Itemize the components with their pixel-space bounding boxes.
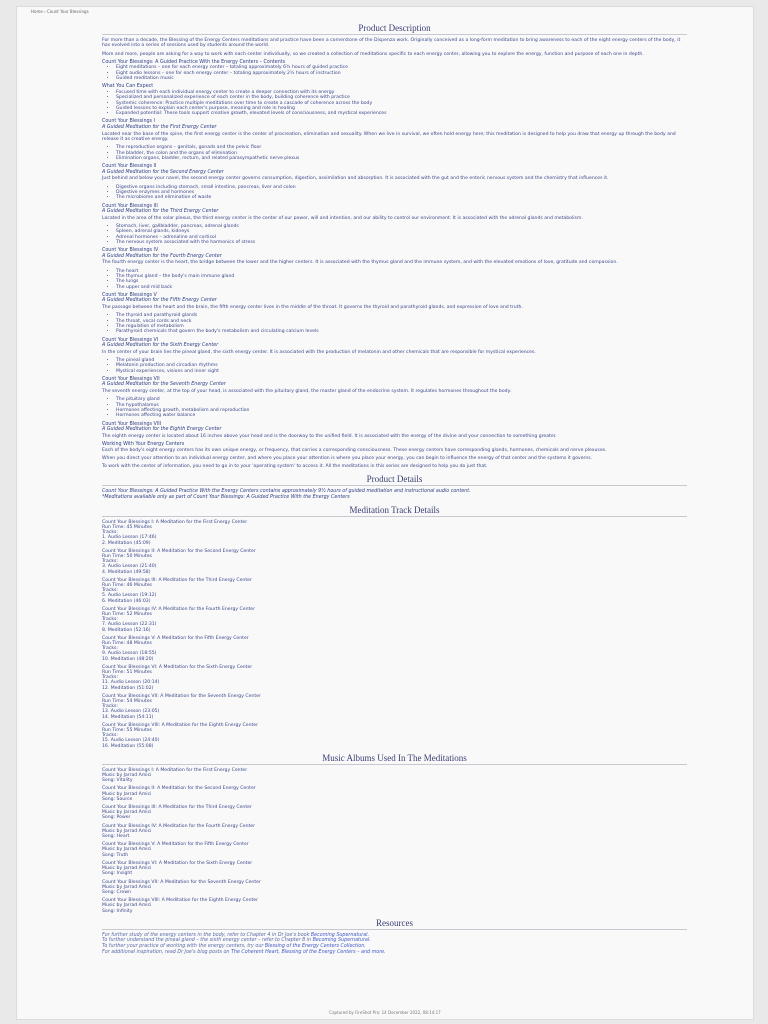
album-line: Music by Jarrad Amici	[102, 810, 152, 816]
list-item: • The nervous system associated with the harmonics of stress	[116, 240, 687, 245]
albums-title: Music Albums Used In The Meditations	[102, 753, 687, 765]
center-subtitle: A Guided Meditation for the Eighth Energy Center	[102, 427, 222, 433]
album-line: Count Your Blessings V: A Meditation for the Fifth Energy Center	[102, 842, 249, 848]
track-line: 8. Meditation (52:16)	[102, 627, 151, 633]
album-block	[102, 786, 687, 802]
album-block	[102, 861, 687, 877]
contents-list	[116, 65, 687, 81]
track-block	[102, 607, 687, 633]
track-line: 6. Meditation (46:03)	[102, 598, 151, 604]
details-note: *Meditations available only as part of Count Your Blessings: A Guided Practice With the Energy Centers	[102, 495, 350, 501]
expect-heading: What You Can Expect	[102, 84, 154, 90]
track-line: Run Time: 51 Minutes	[102, 670, 152, 675]
capture-footer: Captured by FireShot Pro: 14 December 2022, 08:14:17	[329, 1010, 441, 1015]
track-line: 2. Meditation (45:09)	[102, 540, 151, 546]
center-subtitle: A Guided Meditation for the Third Energy Center	[102, 209, 219, 215]
track-line: 11. Audio Lesson (20:14)	[102, 680, 160, 686]
center-subtitle: A Guided Meditation for the Second Energy Center	[102, 169, 224, 175]
track-line: Count Your Blessings VII: A Meditation for the Seventh Energy Center	[102, 693, 261, 699]
track-block	[102, 694, 687, 720]
track-line: 5. Audio Lesson (19:12)	[102, 593, 157, 599]
album-line: Music by Jarrad Amici	[102, 847, 152, 853]
list-item: • Expanded potential: These tools support creative growth, elevated levels of consciousness, and mystical experiences	[116, 111, 687, 116]
track-block	[102, 665, 687, 691]
center-title: Count Your Blessings V	[102, 292, 157, 298]
list-item: • The throat, vocal cords and neck	[116, 319, 687, 324]
working-paragraph: Each of the body's eight energy centers has its own unique energy, or frequency, that carries a corresponding consciousness. These energy centers have corresponding glands, hormones, chemicals and nerve plexuses.	[102, 447, 607, 453]
details-body	[102, 489, 687, 501]
center-title: Count Your Blessings VIII	[102, 421, 162, 427]
list-item: • Systemic coherence: Practice multiple meditations over time to create a cascade of coherence across the body	[116, 101, 687, 106]
center-subtitle: A Guided Meditation for the Seventh Energy Center	[102, 382, 226, 388]
track-line: Tracks:	[102, 704, 118, 710]
product-content	[102, 19, 687, 955]
center-text: Located near the base of the spine, the first energy center is the center of procreation, elimination and sexuality. When we live in survival, we often hold energy here; this meditation is designed to help you draw that energy up through the body and release it as creative energy.	[102, 131, 676, 142]
album-line: Count Your Blessings I: A Meditation for the First Energy Center	[102, 767, 248, 773]
album-line: Song: Insight	[102, 871, 133, 877]
breadcrumb-home[interactable]: Home	[31, 9, 43, 14]
breadcrumb: Home › Count Your Blessings	[31, 9, 89, 14]
center-list	[116, 145, 687, 161]
center-text: The eighth energy center is located about 16 inches above your head and is the doorway to the unified field. It is associated with the energy of the divine and your connection to something greater.	[102, 433, 557, 439]
list-item: • The regulation of metabolism	[116, 324, 687, 329]
resource-link[interactable]: The Coherent Heart, Blessing of the Energy Centers – and more.	[230, 949, 386, 955]
track-line: Count Your Blessings I: A Meditation for the First Energy Center	[102, 519, 248, 525]
center-title: Count Your Blessings VII	[102, 376, 160, 382]
list-item: • The reproductive organs – genitals, gonads and the pelvic floor	[116, 145, 687, 150]
track-line: Count Your Blessings II: A Meditation for the Second Energy Center	[102, 548, 256, 554]
track-line: Tracks:	[102, 588, 118, 594]
album-line: Music by Jarrad Amici	[102, 828, 152, 834]
intro-paragraph: For more than a decade, the Blessing of the Energy Centers meditations and practice have been a cornerstone of the Dispenza work. Originally conceived as a long-form meditation to bring awareness to each of the eight energy centers of the body, it has evolved into a series of sessions used by students around the world.	[102, 38, 681, 49]
album-line: Music by Jarrad Amici	[102, 903, 152, 909]
album-line: Count Your Blessings VI: A Meditation for the Sixth Energy Center	[102, 860, 253, 866]
page	[16, 6, 754, 1020]
list-item: • The hypothalamus	[116, 403, 687, 408]
track-block	[102, 578, 687, 604]
album-line: Song: Source	[102, 796, 133, 802]
track-line: Count Your Blessings V: A Meditation for the Fifth Energy Center	[102, 635, 249, 641]
album-block	[102, 880, 687, 896]
description-body	[102, 38, 687, 470]
list-item: • Specialized and personalized experience of each center in the body, building coherence with practice	[116, 95, 687, 100]
track-block	[102, 636, 687, 662]
list-item: • Hormones affecting water balance	[116, 413, 687, 418]
list-item: • Guided lessons to explain each center's purpose, meaning and role in healing	[116, 106, 687, 111]
album-line: Music by Jarrad Amici	[102, 866, 152, 872]
list-item: • The microbiome and elimination of waste	[116, 195, 687, 200]
album-block	[102, 805, 687, 821]
album-line: Song: Heart	[102, 834, 130, 840]
track-line: 14. Meditation (54:11)	[102, 714, 154, 720]
center-list	[116, 358, 687, 374]
album-line: Song: Infinity	[102, 908, 133, 914]
center-subtitle: A Guided Meditation for the Fifth Energy Center	[102, 298, 217, 304]
track-line: 1. Audio Lesson (17:46)	[102, 535, 157, 541]
center-text: Located in the area of the solar plexus, the third energy center is the center of our power, will and intention, and our ability to control our environment. It is associated with the adrenal glands and metabolism.	[102, 215, 583, 221]
list-item: • Focused time with each individual energy center to create a deeper connection with its energy	[116, 90, 687, 95]
list-item: • Eight audio lessons – one for each energy center – totaling approximately 2¾ hours of instruction	[116, 71, 687, 76]
list-item: • Stomach, liver, gallbladder, pancreas, adrenal glands	[116, 224, 687, 229]
list-item: • Melatonin production and circadian rhythms	[116, 363, 687, 368]
resource-item: To further your practice of working with the energy centers, try our Blessing of the Energy Centers Collection.	[102, 943, 366, 949]
resource-link[interactable]: Becoming Supernatural.	[310, 932, 370, 938]
list-item: • Adrenal hormones – adrenaline and cortisol	[116, 235, 687, 240]
track-line: 15. Audio Lesson (24:40)	[102, 738, 160, 744]
center-list	[116, 397, 687, 418]
track-line: 4. Meditation (49:58)	[102, 569, 151, 575]
track-line: Count Your Blessings VI: A Meditation for the Sixth Energy Center	[102, 664, 253, 670]
list-item: • Digestive organs including stomach, small intestine, pancreas, liver and colon	[116, 185, 687, 190]
center-title: Count Your Blessings VI	[102, 337, 159, 343]
track-list	[102, 520, 687, 749]
list-item: • Spleen, adrenal glands, kidneys	[116, 229, 687, 234]
center-title: Count Your Blessings IV	[102, 248, 159, 254]
track-block	[102, 723, 687, 749]
track-line: Tracks:	[102, 530, 118, 536]
album-block	[102, 824, 687, 840]
intro-paragraph: More and more, people are asking for a way to work with each center individually, so we created a collection of meditations specific to each energy center, allowing you to explore the energy, function and purpose of each one in depth.	[102, 51, 644, 57]
resources-title: Resources	[102, 918, 687, 930]
list-item: • The thyroid and parathyroid glands	[116, 313, 687, 318]
resource-link[interactable]: Becoming Supernatural.	[312, 938, 371, 944]
track-line: Tracks:	[102, 675, 118, 681]
track-line: Count Your Blessings IV: A Meditation for the Fourth Energy Center	[102, 606, 255, 612]
list-item: • The bladder, the colon and the organs of elimination	[116, 151, 687, 156]
list-item: • Guided meditation music	[116, 76, 687, 81]
album-line: Count Your Blessings II: A Meditation for the Second Energy Center	[102, 786, 256, 792]
center-text: In the center of your brain lies the pineal gland, the sixth energy center. It is associated with the production of melatonin and other chemicals that are responsible for mystical experiences.	[102, 349, 536, 355]
center-subtitle: A Guided Meditation for the First Energy Center	[102, 125, 217, 131]
track-line: Tracks:	[102, 617, 118, 623]
list-item: • Hormones affecting growth, metabolism and reproduction	[116, 408, 687, 413]
album-list	[102, 768, 687, 914]
track-line: Count Your Blessings VIII: A Meditation for the Eighth Energy Center	[102, 722, 259, 728]
track-line: 16. Meditation (55:08)	[102, 743, 154, 749]
album-line: Song: Truth	[102, 852, 129, 858]
album-block	[102, 898, 687, 914]
list-item: • The pituitary gland	[116, 397, 687, 402]
details-summary: Count Your Blessings: A Guided Practice With the Energy Centers contains approximately 9½ hours of guided meditation and instructional audio content.	[102, 488, 471, 494]
track-line: 9. Audio Lesson (18:55)	[102, 651, 157, 657]
list-item: • Mystical experiences, visions and inner sight	[116, 369, 687, 374]
album-line: Song: Power	[102, 815, 131, 821]
track-line: 10. Meditation (48:20)	[102, 656, 154, 662]
track-line: Run Time: 54 Minutes	[102, 699, 152, 705]
center-text: The fourth energy center is the heart, the bridge between the lower and the higher centers. It is associated with the thymus gland and the immune system, and with the elevated emotions of love, gratitude and compassion.	[102, 260, 618, 266]
album-line: Music by Jarrad Amici	[102, 791, 152, 797]
album-line: Music by Jarrad Amici	[102, 773, 152, 779]
center-list	[116, 224, 687, 245]
album-line: Music by Jarrad Amici	[102, 884, 152, 890]
resources-list	[102, 933, 687, 955]
track-line: Tracks:	[102, 559, 118, 565]
track-block	[102, 549, 687, 575]
track-line: 13. Audio Lesson (23:05)	[102, 709, 160, 715]
center-title: Count Your Blessings III	[102, 203, 158, 209]
track-line: Count Your Blessings III: A Meditation for the Third Energy Center	[102, 577, 252, 583]
track-line: Run Time: 55 Minutes	[102, 728, 152, 734]
center-title: Count Your Blessings II	[102, 164, 157, 170]
track-line: 7. Audio Lesson (22:31)	[102, 622, 157, 628]
working-heading: Working With Your Energy Centers	[102, 442, 185, 448]
album-block	[102, 768, 687, 784]
album-block	[102, 842, 687, 858]
center-list	[116, 269, 687, 290]
list-item: • Digestive enzymes and hormones	[116, 190, 687, 195]
list-item: • The heart	[116, 269, 687, 274]
album-line: Count Your Blessings IV: A Meditation for the Fourth Energy Center	[102, 823, 255, 829]
track-line: 3. Audio Lesson (21:40)	[102, 564, 157, 570]
track-block	[102, 520, 687, 546]
list-item: • The upper and mid back	[116, 285, 687, 290]
expect-list	[116, 90, 687, 116]
breadcrumb-current: Count Your Blessings	[46, 9, 89, 14]
album-line: Song: Vitality	[102, 778, 133, 784]
track-line: Run Time: 45 Minutes	[102, 524, 152, 530]
center-title: Count Your Blessings I	[102, 119, 155, 125]
center-subtitle: A Guided Meditation for the Sixth Energy Center	[102, 343, 219, 349]
list-item: • The lungs	[116, 279, 687, 284]
track-line: Tracks:	[102, 646, 118, 652]
track-line: Run Time: 48 Minutes	[102, 640, 152, 646]
working-paragraph: When you direct your attention to an individual energy center, and where you place your attention is where you place your energy, you can begin to influence the energy of that center and the systems it governs.	[102, 455, 593, 461]
list-item: • The thymus gland – the body's main immune gland	[116, 274, 687, 279]
track-line: 12. Meditation (51:02)	[102, 685, 154, 691]
working-paragraph: To work with the center of information, you need to go in to your 'operating system' to access it. All the meditations in this series are designed to help you do just that.	[102, 464, 488, 470]
center-list	[116, 313, 687, 334]
product-details-title: Product Details	[102, 474, 687, 486]
center-text: Just behind and below your navel, the second energy center governs consumption, digestion, assimilation and absorption. It is associated with the gut and the enteric nervous system and the chemistry that influences it.	[102, 176, 609, 182]
resource-link[interactable]: Blessing of the Energy Centers Collection.	[264, 943, 366, 949]
resource-item: For additional inspiration, read Dr Joe's blog posts on The Coherent Heart, Blessing of the Energy Centers – and more.	[102, 949, 386, 955]
resource-item: For further study of the energy centers in the body, refer to Chapter 4 in Dr Joe's book Becoming Supernatural.	[102, 932, 370, 938]
album-line: Count Your Blessings III: A Meditation for the Third Energy Center	[102, 805, 252, 811]
list-item: • The pineal gland	[116, 358, 687, 363]
album-line: Count Your Blessings VIII: A Meditation for the Eighth Energy Center	[102, 898, 259, 904]
center-text: The seventh energy center, at the top of your head, is associated with the pituitary gland, the master gland of the endocrine system. It regulates hormones throughout the body.	[102, 389, 512, 395]
list-item: • Elimination organs, bladder, rectum, and related parasympathetic nerve plexus	[116, 156, 687, 161]
contents-heading: Count Your Blessings: A Guided Practice With the Energy Centers – Contents	[102, 59, 286, 65]
track-line: Run Time: 50 Minutes	[102, 553, 152, 559]
track-line: Run Time: 46 Minutes	[102, 582, 152, 588]
center-text: The passage between the heart and the brain, the fifth energy center lives in the middle of the throat. It governs the thyroid and parathyroid glands, and expression of love and truth.	[102, 305, 523, 311]
track-details-title: Meditation Track Details	[102, 505, 687, 517]
track-line: Run Time: 52 Minutes	[102, 611, 152, 617]
product-description-title: Product Description	[102, 23, 687, 35]
album-line: Song: Crown	[102, 889, 132, 895]
center-subtitle: A Guided Meditation for the Fourth Energy Center	[102, 253, 222, 259]
album-line: Count Your Blessings VII: A Meditation for the Seventh Energy Center	[102, 879, 261, 885]
list-item: • Eight meditations – one for each energy center – totaling approximately 6¾ hours of guided practice	[116, 65, 687, 70]
list-item: • Parathyroid chemicals that govern the body's metabolism and circulating calcium levels	[116, 329, 687, 334]
resource-item: To further understand the pineal gland – the sixth energy center – refer to Chapter 8 in Becoming Supernatural.	[102, 938, 371, 944]
center-list	[116, 185, 687, 201]
track-line: Tracks:	[102, 733, 118, 739]
